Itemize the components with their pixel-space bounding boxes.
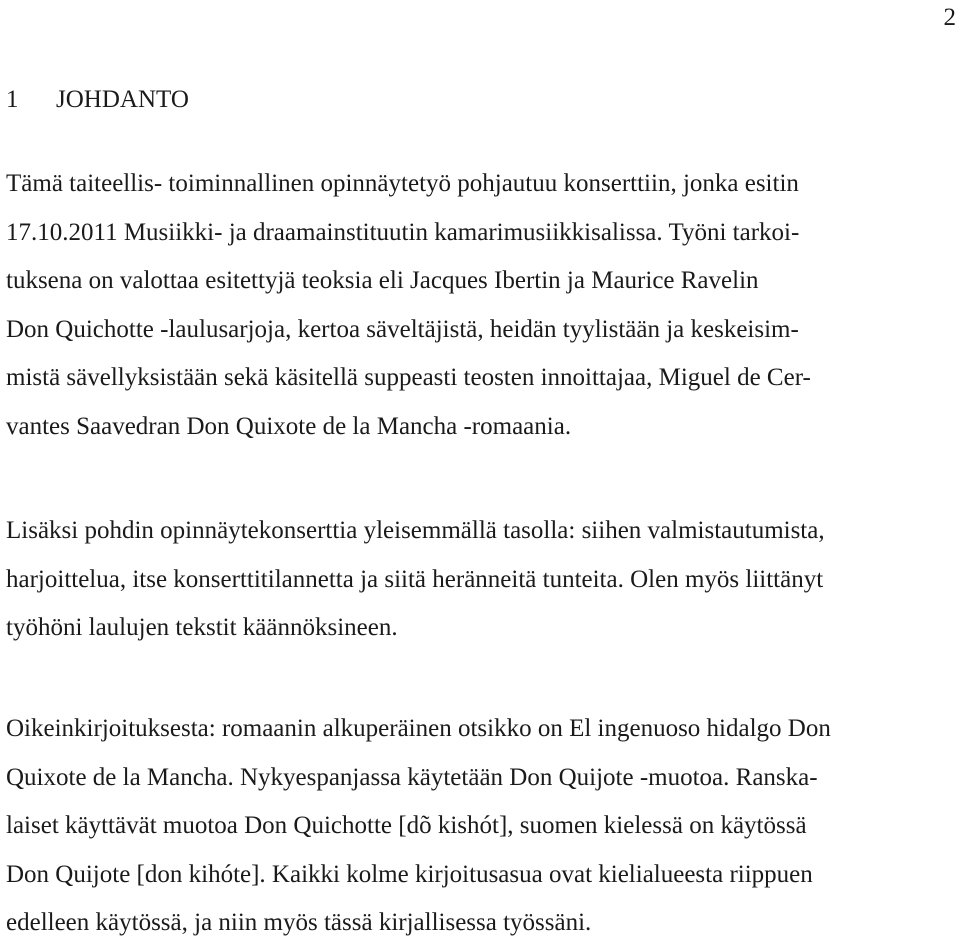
text-line: Oikeinkirjoituksesta: romaanin alkuperäinen otsikko on El ingenuoso hidalgo Don bbox=[6, 715, 831, 742]
text-line: Don Quichotte -laulusarjoja, kertoa säveltäjistä, heidän tyylistään ja keskeisim- bbox=[6, 315, 799, 343]
page-number: 2 bbox=[943, 4, 956, 31]
text-line: mistä sävellyksistään sekä käsitellä suppeasti teosten innoittajaa, Miguel de Cer- bbox=[6, 364, 811, 392]
section-number: 1 bbox=[6, 86, 19, 113]
text-line: vantes Saavedran Don Quixote de la Mancha -romaania. bbox=[6, 412, 572, 440]
text-line: harjoittelua, itse konserttitilannetta ja siitä heränneitä tunteita. Olen myös liittänyt bbox=[6, 565, 824, 593]
text-line: Don Quijote [don kihóte]. Kaikki kolme kirjoitusasua ovat kielialueesta riippuen bbox=[6, 860, 813, 888]
paragraph-orthography bbox=[6, 705, 952, 948]
section-heading bbox=[6, 82, 189, 118]
text-line: Lisäksi pohdin opinnäytekonserttia yleisemmällä tasolla: siihen valmistautumista, bbox=[6, 517, 825, 544]
text-line: laiset käyttävät muotoa Don Quichotte [dõ kishót], suomen kielessä on käytössä bbox=[6, 812, 807, 840]
paragraph-concert-reflection bbox=[6, 507, 952, 653]
text-line: 17.10.2011 Musiikki- ja draamainstituutin kamarimusiikkisalissa. Työni tarkoi- bbox=[6, 218, 800, 246]
section-title: JOHDANTO bbox=[56, 86, 189, 113]
text-line: edelleen käytössä, ja niin myös tässä kirjallisessa työssäni. bbox=[6, 909, 592, 937]
text-line: työhöni laulujen tekstit käännöksineen. bbox=[6, 614, 398, 642]
text-line: Tämä taiteellis- toiminnallinen opinnäytetyö pohjautuu konserttiin, jonka esitin bbox=[6, 170, 799, 197]
text-line: Quixote de la Mancha. Nykyespanjassa käytetään Don Quijote -muotoa. Ranska- bbox=[6, 763, 818, 791]
paragraph-intro bbox=[6, 160, 952, 452]
text-line: tuksena on valottaa esitettyjä teoksia eli Jacques Ibertin ja Maurice Ravelin bbox=[6, 267, 759, 295]
